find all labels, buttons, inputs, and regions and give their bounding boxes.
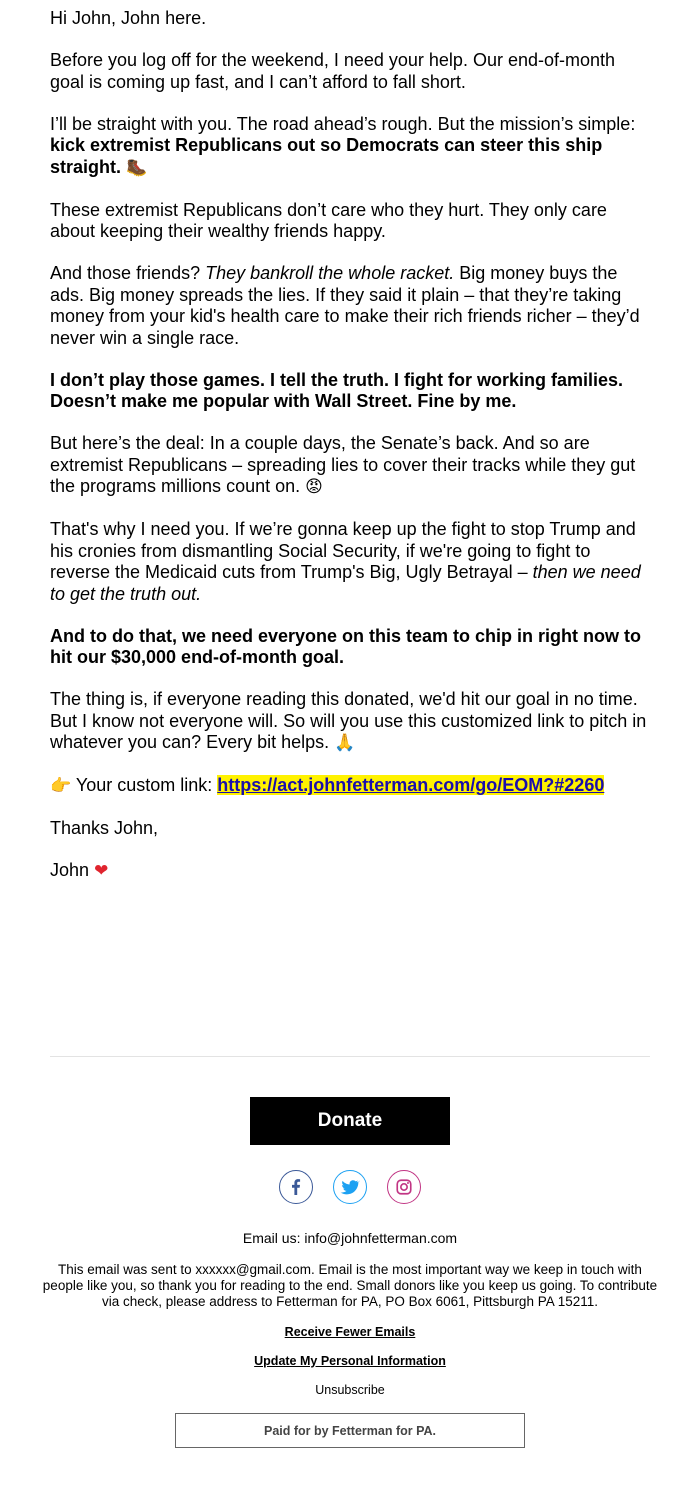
update-personal-info-link[interactable]: Update My Personal Information [254,1354,446,1368]
heart-icon: ❤ [94,861,109,881]
paragraph-8 [50,626,650,669]
paragraph-6-text: But here’s the deal: In a couple days, the Senate’s back. And so are extremist Republicans – spreading lies to cover their tracks while they gut the programs millions count on. [50,433,636,496]
unsubscribe-link[interactable]: Unsubscribe [315,1383,385,1397]
twitter-icon [340,1177,360,1197]
paid-for-disclaimer: Paid for by Fetterman for PA. [175,1413,525,1448]
footer-divider [50,1056,650,1057]
paragraph-2-text: I’ll be straight with you. The road ahead’s rough. But the mission’s simple: [50,113,636,134]
paragraph-7-text: That's why I need you. If we’re gonna keep up the fight to stop Trump and his cronies from dismantling Social Security, if we're going to fight to reverse the Medicaid cuts from Trump's Big, Ugly Betrayal – [50,519,636,582]
paragraph-6 [50,433,650,499]
donate-button[interactable]: Donate [250,1097,450,1145]
paragraph-2 [50,114,650,180]
praying-hands-icon: 🙏 [334,733,356,753]
paragraph-4 [50,263,650,349]
email-body [50,8,650,903]
pointing-hand-icon: 👉 [50,776,72,796]
custom-donation-link[interactable]: https://act.johnfetterman.com/go/EOM?#2260 [217,775,605,795]
paragraph-4-italic: They bankroll the whole racket. [205,263,455,283]
social-links [0,1170,700,1204]
fewer-emails-row [0,1325,700,1339]
paragraph-8-bold: And to do that, we need everyone on this team to chip in right now to hit our $30,000 end-of-month goal. [50,625,642,667]
twitter-link[interactable] [333,1170,367,1204]
disclaimer-text: This email was sent to xxxxxx@gmail.com. Email is the most important way we keep in touch with people like you, so thank you for reading to the end. Small donors like you keep us going. To contribute via check, please address to Fetterman for PA, PO Box 6061, Pittsburgh PA 15211. [42,1262,658,1309]
paragraph-2-bold: kick extremist Republicans out so Democrats can steer this ship straight. [50,135,603,177]
paragraph-1: Before you log off for the weekend, I need your help. Our end-of-month goal is coming up fast, and I can’t afford to fall short. [50,50,616,92]
paragraph-9-text: The thing is, if everyone reading this donated, we'd hit our goal in no time. But I know not everyone will. So will you use this customized link to pitch in whatever you can? Every bit helps. [50,689,647,752]
paragraph-9 [50,689,650,755]
paragraph-3: These extremist Republicans don’t care who they hurt. They only care about keeping their wealthy friends happy. [50,199,607,241]
greeting: Hi John, John here. [50,8,207,28]
paragraph-7-italic: then we need to get the truth out. [50,562,641,604]
update-info-row [0,1354,700,1368]
paragraph-5 [50,370,650,413]
paragraph-4-text-b: Big money buys the ads. Big money spreads the lies. If they said it plain – that they’re taking money from your kid's health care to make their rich friends richer – they’d never win a single race. [50,263,640,348]
paragraph-4-text-a: And those friends? [50,263,206,283]
instagram-icon [395,1178,413,1196]
receive-fewer-emails-link[interactable]: Receive Fewer Emails [284,1325,416,1339]
signoff [50,860,650,883]
facebook-link[interactable] [279,1170,313,1204]
boot-icon: 🥾 [126,157,148,178]
angry-face-icon: 😡 [305,477,323,497]
paragraph-7 [50,519,650,605]
instagram-link[interactable] [387,1170,421,1204]
signoff-name: John [50,860,90,880]
email-us: Email us: info@johnfetterman.com [242,1230,458,1246]
paragraph-5-bold: I don’t play those games. I tell the truth. I fight for working families. Doesn’t make me popular with Wall Street. Fine by me. [50,369,624,411]
custom-link-label: Your custom link: [75,775,213,795]
thanks-line: Thanks John, [50,818,159,838]
facebook-icon [286,1177,306,1197]
custom-link-line [50,775,650,798]
